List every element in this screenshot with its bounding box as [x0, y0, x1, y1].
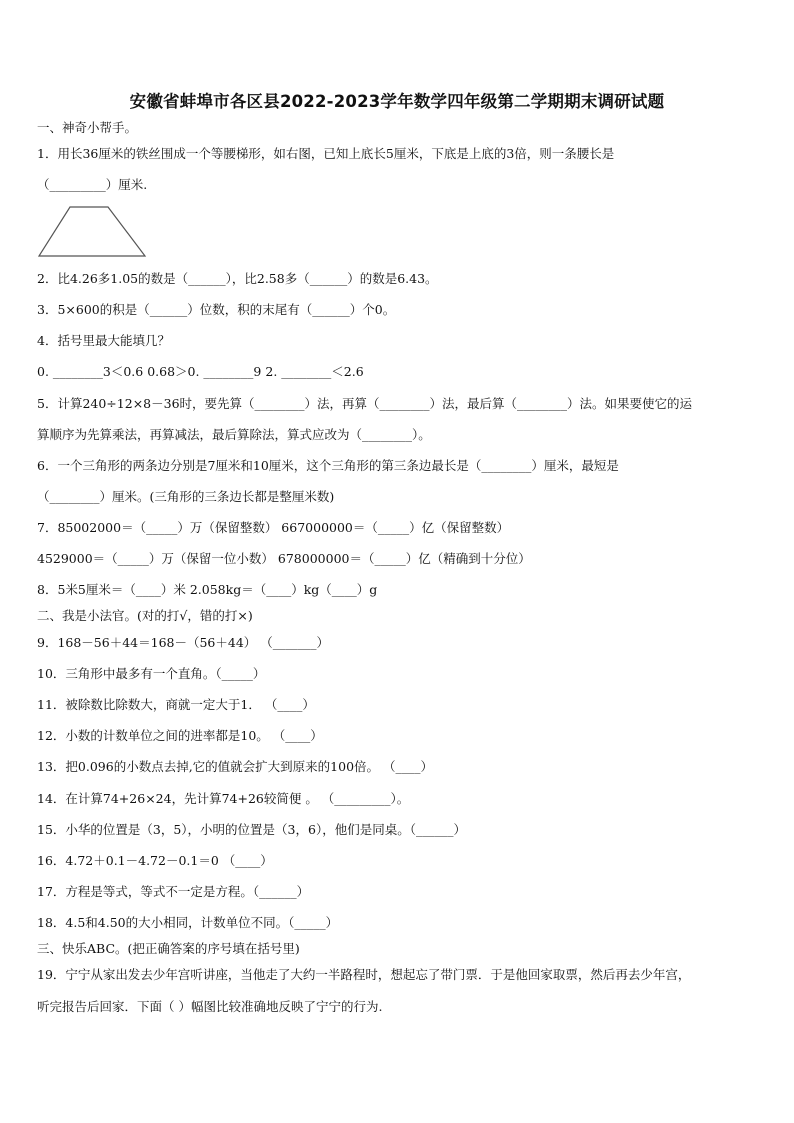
- section-2-heading: 二、我是小法官。(对的打√，错的打×): [37, 608, 253, 623]
- trapezoid-figure: [37, 205, 149, 259]
- question-4-items: 0. ________3＜0.6 0.68＞0. ________9 2. ________＜2.6: [37, 364, 364, 379]
- question-1-text: 1．用长36厘米的铁丝围成一个等腰梯形，如右图，已知上底长5厘米，下底是上底的3倍，则一条腰长是: [37, 146, 615, 161]
- question-4-text: 4．括号里最大能填几？: [37, 333, 170, 348]
- question-19-text: 19．宁宁从家出发去少年宫听讲座，当他走了大约一半路程时，想起忘了带门票．于是他回家取票，然后再去少年宫，: [37, 967, 691, 982]
- section-1-heading: 一、神奇小帮手。: [37, 120, 138, 135]
- question-9-text: 9．168－56＋44＝168－（56＋44） （_______）: [37, 635, 330, 650]
- question-7-text: 7．85002000＝（_____）万（保留整数） 667000000＝（_____）亿（保留整数）: [37, 520, 510, 535]
- question-10-text: 10．三角形中最多有一个直角。（_____）: [37, 666, 266, 681]
- question-5-text: 5．计算240÷12×8－36时，要先算（________）法，再算（________）法，最后算（________）法。如果要使它的运: [37, 396, 693, 411]
- question-7-text-continued: 4529000＝（_____）万（保留一位小数） 678000000＝（_____）亿（精确到十分位）: [37, 551, 531, 566]
- question-2-text: 2．比4.26多1.05的数是（______），比2.58多（______）的数是6.43。: [37, 271, 438, 286]
- section-3-heading: 三、快乐ABC。(把正确答案的序号填在括号里): [37, 941, 300, 956]
- question-11-text: 11．被除数比除数大，商就一定大于1． （____）: [37, 697, 315, 712]
- question-16-text: 16．4.72＋0.1－4.72－0.1＝0 （____）: [37, 853, 273, 868]
- question-17-text: 17．方程是等式，等式不一定是方程。（______）: [37, 884, 310, 899]
- question-12-text: 12．小数的计数单位之间的进率都是10。 （____）: [37, 728, 323, 743]
- page-title: 安徽省蚌埠市各区县2022-2023学年数学四年级第二学期期末调研试题: [129, 92, 665, 111]
- question-8-text: 8．5米5厘米＝（____）米 2.058kg＝（____）kg（____）g: [37, 582, 378, 597]
- trapezoid-shape: [39, 207, 145, 256]
- question-18-text: 18．4.5和4.50的大小相同，计数单位不同。（_____）: [37, 915, 339, 930]
- question-15-text: 15．小华的位置是（3，5），小明的位置是（3，6），他们是同桌。（______）: [37, 822, 466, 837]
- question-19-text-continued: 听完报告后回家．下面（ ）幅图比较准确地反映了宁宁的行为.: [37, 999, 383, 1014]
- question-14-text: 14．在计算74+26×24，先计算74+26较简便 。 （_________）。: [37, 791, 410, 806]
- question-3-text: 3．5×600的积是（______）位数，积的末尾有（______）个0。: [37, 302, 396, 317]
- question-5-text-continued: 算顺序为先算乘法，再算减法，最后算除法，算式应改为（________）。: [37, 427, 431, 442]
- question-6-text-continued: （________）厘米。(三角形的三条边长都是整厘米数): [37, 489, 335, 504]
- question-6-text: 6．一个三角形的两条边分别是7厘米和10厘米，这个三角形的第三条边最长是（________）厘米，最短是: [37, 458, 619, 473]
- question-1-blank: （_________）厘米.: [37, 177, 148, 192]
- question-13-text: 13．把0.096的小数点去掉,它的值就会扩大到原来的100倍。 （____）: [37, 759, 433, 774]
